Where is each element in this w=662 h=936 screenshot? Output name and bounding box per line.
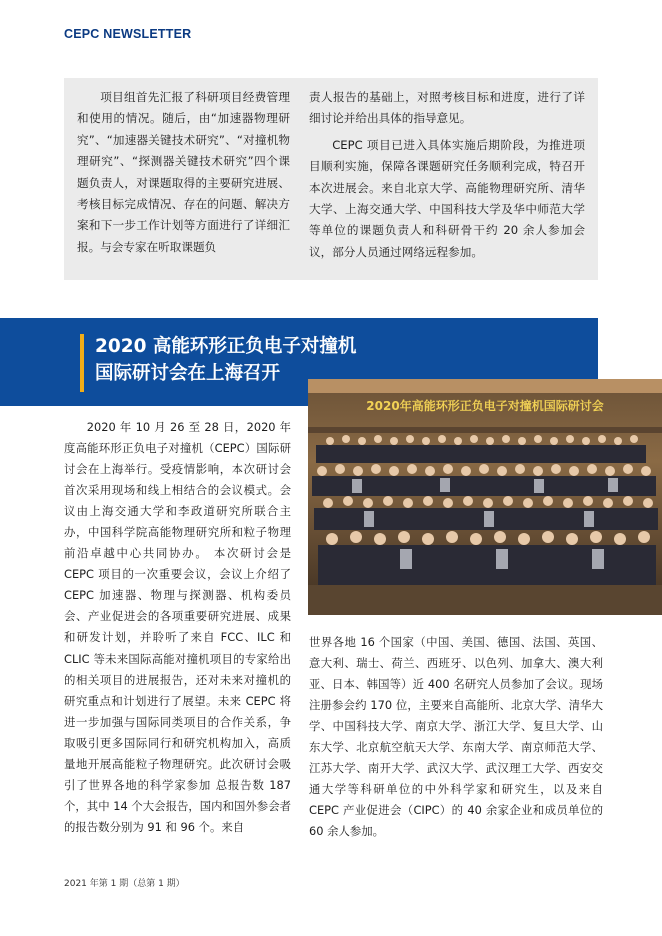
group-photo [308, 379, 662, 615]
header-title: NEWSLETTER [103, 27, 192, 41]
article-body-right [309, 632, 603, 842]
article-paragraph-right: 世界各地 16 个国家（中国、美国、德国、法国、英国、意大利、瑞士、荷兰、西班牙、以色列、加拿大、澳大利亚、日本、韩国等）近 400 名研究人员参加了会议。现场注册参会约 170 位，主要来自高能所、北京大学、清华大学、中国科技大学、南京大学、浙江大学、复旦大学、山东大学、北京航空航天大学、东南大学、南京师范大学、江苏大学、南开大学、武汉大学、武汉理工大学、西安交通大学等科研单位的中外科学家和研究生，以及来自 CEPC 产业促进会（CIPC）的 40 余家企业和成员单位的 60 余人参加。 [309, 635, 603, 839]
brand-name: CEPC [64, 27, 100, 41]
title-accent-bar [80, 334, 84, 392]
issue-footer: 2021 年第 1 期（总第 1 期） [64, 879, 185, 889]
photo-banner-text: 2020年高能环形正负电子对撞机国际研讨会 [366, 399, 604, 413]
intro-right-column [309, 87, 585, 263]
article-body-left [64, 417, 291, 838]
article-paragraph-left: 2020 年 10 月 26 至 28 日，2020 年度高能环形正负电子对撞机（CEPC）国际研讨会在上海举行。受疫情影响，本次研讨会首次采用现场和线上相结合的会议模式。会议由上海交通大学和李政道研究所联合主办，中国科学院高能物理研究所和粒子物理前沿卓越中心共同协办。 本次研讨会是 CEPC 项目的一次重要会议，会议上介绍了 CEPC 加速器、物理与探测器、机构委员会、产业促进会的各项重要研究进展、成果和研发计划，并聆听了来自 FCC、ILC 和 CLIC 等未来国际高能对撞机项目的专家给出的相关项目的进展报告，还对未来对撞机的研究重点和计划进行了展望。未来 CEPC 将进一步加强与国际同类项目的合作关系，争取吸引更多国际同行和研究机构加入，高质量地开展高能粒子物理研究。此次研讨会吸引了世界各地的科学家参加 总报告数 187 个，其中 14 个大会报告，国内和国外参会者的报告数分别为 91 和 96 个。来自 [64, 420, 291, 834]
newsletter-header [64, 27, 191, 41]
intro-left-column [77, 87, 290, 258]
intro-right-text-2: CEPC 项目已进入具体实施后期阶段，为推进项目顺利实施，保障各课题研究任务顺利完成，特召开本次进展会。来自北京大学、高能物理研究所、清华大学、上海交通大学、中国科技大学及华中师范大学等单位的课题负责人和科研骨干约 20 余人参加会议，部分人员通过网络远程参加。 [309, 137, 585, 259]
intro-right-text-1: 责人报告的基础上，对照考核目标和进度，进行了详细讨论并给出具体的指导意见。 [309, 90, 585, 126]
article-title-line-2: 国际研讨会在上海召开 [95, 363, 281, 384]
article-title-line-1: 2020 高能环形正负电子对撞机 [95, 336, 357, 357]
group-photo-illustration [308, 379, 662, 615]
intro-left-text: 项目组首先汇报了科研项目经费管理和使用的情况。随后，由“加速器物理研究”、“加速器关键技术研究”、“对撞机物理研究”、“探测器关键技术研究”四个课题负责人，对课题取得的主要研究进展、考核目标完成情况、存在的问题、解决方案和下一步工作计划等方面进行了详细汇报。与会专家在听取课题负 [77, 90, 290, 254]
